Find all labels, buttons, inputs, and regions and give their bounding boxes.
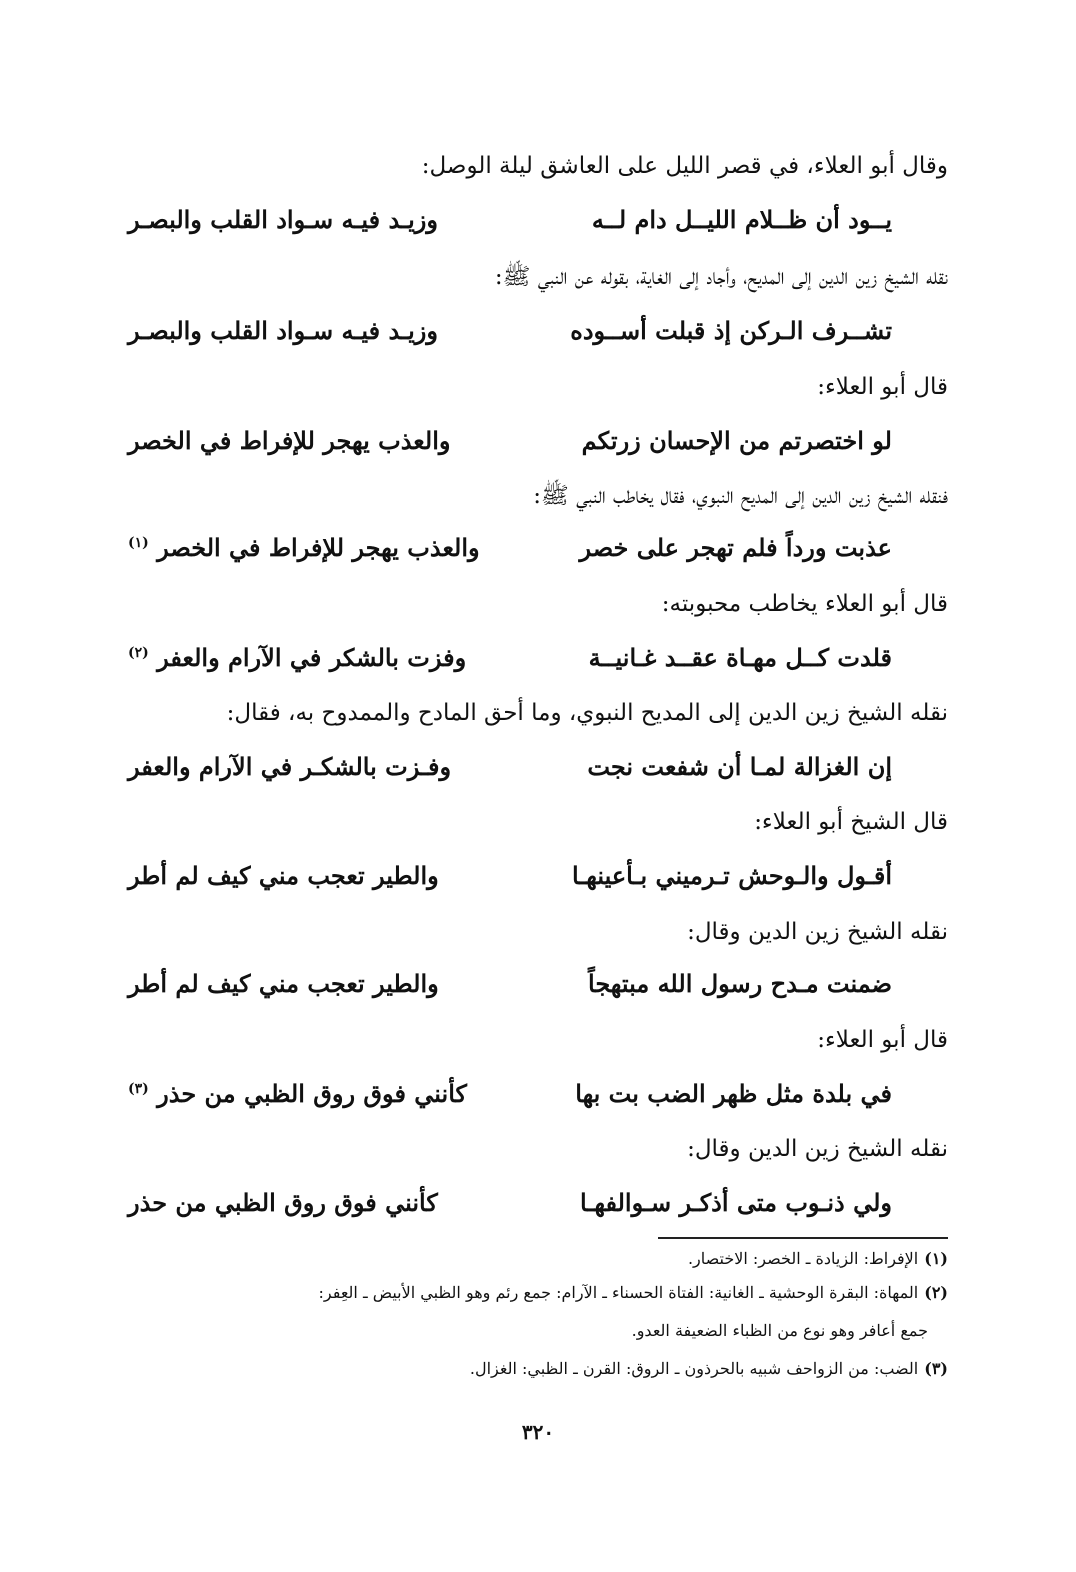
verse-second-hemistich <box>128 1074 508 1114</box>
footnote-marker: (٣) <box>128 1081 149 1097</box>
footnote-number: (٣) <box>924 1359 948 1378</box>
footnote-divider <box>658 1237 948 1239</box>
verse-first-hemistich: تشــرف الـركن إذ قبلت أســوده <box>570 316 892 345</box>
prose-line: نقله الشيخ زين الدين إلى المديح، وأجاد إلى الغاية، بقوله عن النبي ﷺ: <box>494 264 948 290</box>
verse <box>128 1183 948 1223</box>
verse <box>128 856 948 896</box>
footnote-number: (٢) <box>924 1283 948 1302</box>
prose-line: نقله الشيخ زين الدين إلى المديح النبوي، وما أحق المادح والممدوح به، فقال: <box>226 700 948 726</box>
prose-line: نقله الشيخ زين الدين وقال: <box>687 1136 948 1162</box>
verse <box>128 528 948 568</box>
verse <box>128 964 948 1004</box>
verse-second-hemistich: والطير تعجب مني كيف لم أطر <box>128 861 439 890</box>
footnote-text: المهاة: البقرة الوحشية ـ الغانية: الفتاة الحسناء ـ الآرام: جمع رئم وهو الظبي الأبيض ـ العِفر: <box>318 1283 919 1302</box>
prose-line: قال أبو العلاء يخاطب محبوبته: <box>661 591 948 617</box>
verse <box>128 1074 948 1114</box>
verse-first-hemistich: قلدت كــل مهـاة عقــد غـانيــة <box>588 643 892 672</box>
verse-text: والعذب يهجر للإفراط في الخصر <box>157 533 480 562</box>
verse-second-hemistich: وزيـد فيـه سـواد القلب والبصـر <box>128 316 438 345</box>
footnote-text: الإفراط: الزيادة ـ الخصر: الاختصار. <box>687 1249 919 1268</box>
verse-first-hemistich: ولي ذنـوب متى أذكـر سـوالفهـا <box>580 1188 892 1217</box>
footnote <box>126 1355 948 1383</box>
verse-second-hemistich <box>128 638 508 678</box>
prose-line: قال أبو العلاء: <box>817 1027 948 1053</box>
verse-first-hemistich: أقـول والـوحش تـرميني بـأعينهـا <box>571 861 892 890</box>
verse-first-hemistich: في بلدة مثل ظهر الضب بت بها <box>575 1079 892 1108</box>
verse <box>128 638 948 678</box>
verse-second-hemistich: كأنني فوق روق الظبي من حذر <box>128 1188 438 1217</box>
prose-line: قال الشيخ أبو العلاء: <box>754 809 948 835</box>
verse-text: كأنني فوق روق الظبي من حذر <box>157 1079 467 1108</box>
verse-first-hemistich: ضمنت مـدح رسول الله مبتهجاً <box>588 969 892 998</box>
verse <box>128 200 948 240</box>
verse-second-hemistich: والطير تعجب مني كيف لم أطر <box>128 969 439 998</box>
verse <box>128 747 948 787</box>
verse <box>128 311 948 351</box>
verse-first-hemistich: إن الغزالة لمـا أن شفعت نجت <box>587 752 892 781</box>
verse-second-hemistich: وزيـد فيـه سـواد القلب والبصـر <box>128 205 438 234</box>
footnote-marker: (١) <box>128 535 149 551</box>
prose-line: نقله الشيخ زين الدين وقال: <box>687 919 948 945</box>
prose-line: وقال أبو العلاء، في قصر الليل على العاشق ليلة الوصل: <box>421 153 948 179</box>
verse-first-hemistich: يــود أن ظــلام الليــل دام لــه <box>591 205 892 234</box>
verse <box>128 421 948 461</box>
footnote-number: (١) <box>924 1249 948 1268</box>
page-number: ٣٢٠ <box>521 1420 555 1444</box>
verse-second-hemistich <box>128 528 508 568</box>
prose-line: فنقله الشيخ زين الدين إلى المديح النبوي، فقال يخاطب النبي ﷺ: <box>533 483 948 509</box>
footnote <box>126 1245 948 1273</box>
footnote-text: الضب: من الزواحف شبيه بالحرذون ـ الروق: القرن ـ الظبي: الغزال. <box>469 1359 919 1378</box>
verse-first-hemistich: لو اختصرتم من الإحسان زرتكم <box>581 426 892 455</box>
verse-text: وفزت بالشكر في الآرام والعفر <box>157 643 467 672</box>
verse-second-hemistich: والعذب يهجر للإفراط في الخصر <box>128 426 451 455</box>
prose-line: قال أبو العلاء: <box>817 374 948 400</box>
footnote <box>126 1279 948 1307</box>
verse-first-hemistich: عذبت ورداً فلم تهجر على خصر <box>579 533 892 562</box>
verse-second-hemistich: وفـزت بالشكـر في الآرام والعفر <box>128 752 452 781</box>
footnote-marker: (٢) <box>128 645 149 661</box>
footnote-continuation: جمع أعافر وهو نوع من الظباء الضعيفة العدو. <box>631 1321 928 1340</box>
